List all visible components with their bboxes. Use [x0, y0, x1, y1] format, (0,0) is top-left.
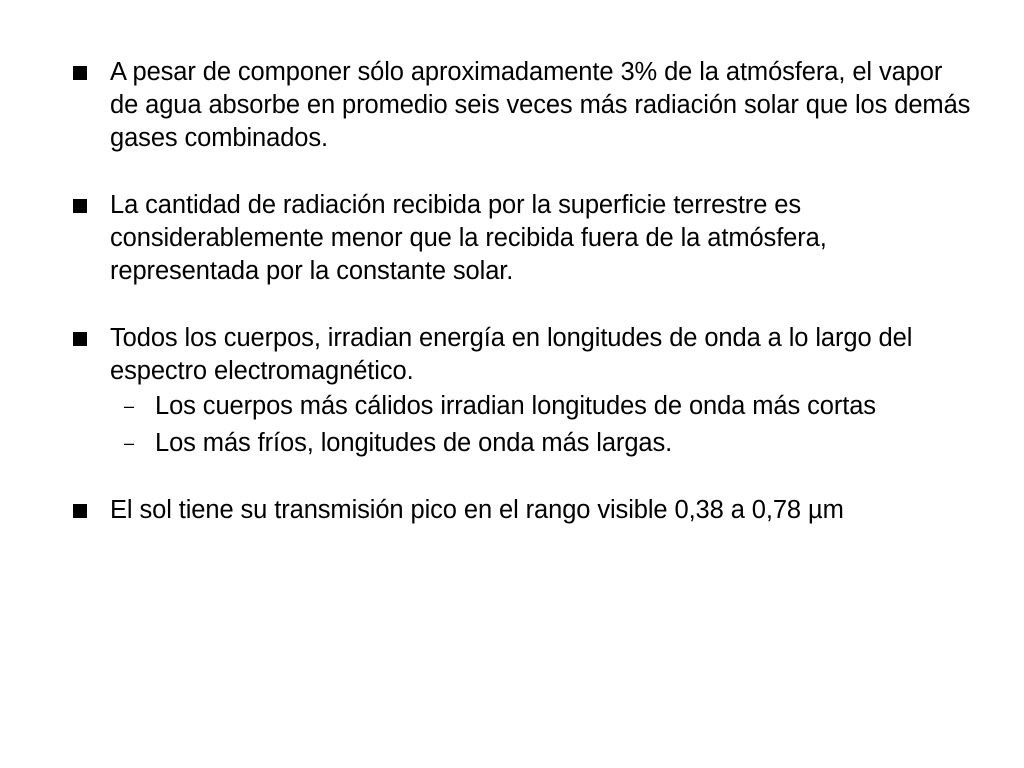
square-bullet-icon [73, 199, 87, 213]
dash-bullet-icon: – [124, 396, 134, 416]
sub-bullet-item-1 [110, 390, 972, 423]
dash-bullet-icon: – [124, 433, 134, 453]
square-bullet-icon [73, 66, 87, 80]
bullet-item-4 [72, 494, 972, 527]
bullet-item-1 [72, 56, 972, 155]
bullet-text: A pesar de componer sólo aproximadamente 3% de la atmósfera, el vapor de agua absorbe en promedio seis veces más radiación solar que los demás gases combinados. [110, 58, 971, 152]
sub-bullet-text: Los cuerpos más cálidos irradian longitudes de onda más cortas [155, 392, 876, 420]
bullet-item-2 [72, 189, 972, 288]
bullet-item-3 [72, 322, 972, 460]
square-bullet-icon [73, 332, 87, 346]
slide-content [72, 56, 972, 561]
bullet-text: El sol tiene su transmisión pico en el rango visible 0,38 a 0,78 µm [110, 496, 844, 524]
bullet-text: Todos los cuerpos, irradian energía en longitudes de onda a lo largo del espectro electromagnético. [110, 324, 913, 385]
sub-bullet-list [110, 390, 972, 460]
sub-bullet-text: Los más fríos, longitudes de onda más largas. [155, 429, 673, 457]
sub-bullet-item-2 [110, 427, 972, 460]
square-bullet-icon [73, 504, 87, 518]
bullet-text: La cantidad de radiación recibida por la superficie terrestre es considerablemente menor que la recibida fuera de la atmósfera, representada por la constante solar. [110, 191, 827, 285]
